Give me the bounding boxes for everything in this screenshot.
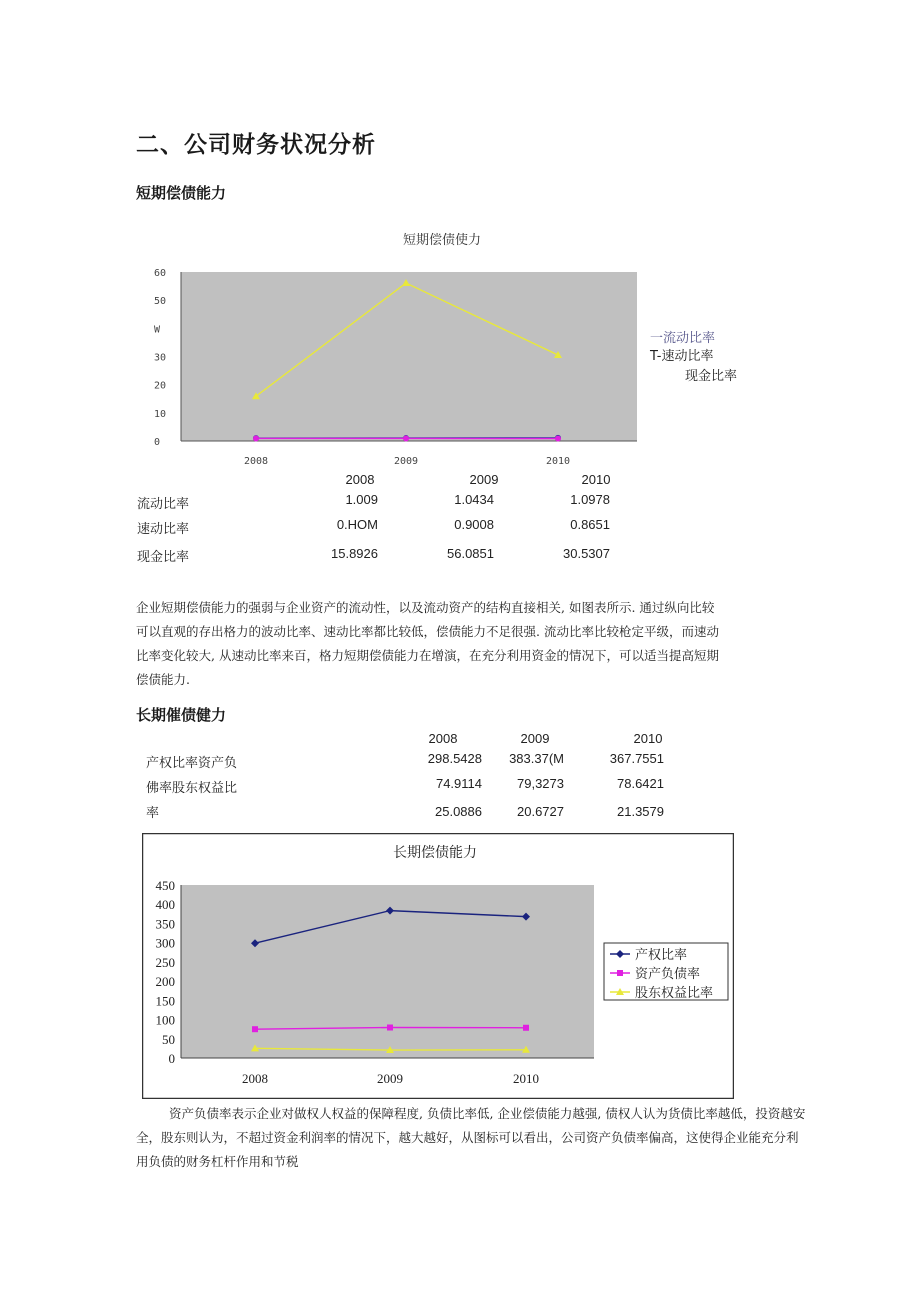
short-term-title: 短期偿债能力: [136, 184, 227, 202]
data-point: [523, 1025, 529, 1031]
table1-cell: 1.0978: [570, 492, 610, 507]
table1-year: 2008: [345, 472, 375, 487]
table1-cell: 15.8926: [331, 546, 378, 561]
y-tick-label: 150: [155, 993, 175, 1009]
data-point: [555, 436, 561, 442]
table1-cell: 1.0434: [454, 492, 494, 507]
table2-cell: 25.0886: [435, 804, 482, 819]
table1-row-label: 流动比率: [137, 497, 190, 512]
table1-row-label: 现金比率: [137, 550, 190, 565]
table2-year: 2009: [520, 731, 550, 746]
paragraph-line: 偿债能力.: [136, 672, 190, 687]
legend-entry: 一流动比率: [650, 331, 716, 346]
long-term-chart: [142, 833, 734, 1099]
y-tick-label: 0: [168, 1051, 175, 1066]
y-tick-label: 350: [155, 916, 175, 932]
table1-cell: 0.HOM: [336, 517, 378, 532]
table2-row-label: 产权比率资产负: [146, 756, 238, 771]
table1-year: 2009: [469, 472, 499, 487]
y-tick-label: 20: [154, 380, 167, 392]
y-tick-label: 60: [154, 268, 167, 279]
data-point: [403, 435, 409, 441]
data-point: [387, 1025, 393, 1031]
paragraph-line: 全，股东则认为，不超过资金利润率的情况下，越大越好，从图标可以看出，公司资产负债率偏高，这使得企业能充分利: [136, 1130, 799, 1145]
short-term-chart: [130, 220, 770, 475]
chart-title: 短期偿债使力: [402, 233, 482, 248]
table2-cell: 367.7551: [609, 751, 664, 766]
short-term-paragraph: [136, 596, 836, 692]
paragraph-line: 资产负债率表示企业对做权人权益的保障程度, 负债比率低, 企业偿债能力越强, 债权人认为货债比率越低，投资越安: [169, 1106, 806, 1121]
table2-year: 2010: [633, 731, 663, 746]
legend-entry: 股东权益比率: [635, 986, 714, 1001]
table2-cell: 383.37(M: [509, 751, 564, 766]
table2-cell: 20.6727: [517, 804, 564, 819]
y-tick-label: 0: [154, 437, 161, 448]
x-tick-label: 2009: [377, 1071, 403, 1086]
legend-entry: 现金比率: [685, 369, 738, 384]
y-tick-label: 400: [155, 897, 175, 913]
table2-cell: 21.3579: [617, 804, 664, 819]
y-tick-label: 300: [155, 935, 175, 951]
table2-cell: 79,3273: [517, 776, 564, 791]
y-tick-label: 50: [162, 1031, 175, 1047]
table1-cell: 0.8651: [570, 517, 610, 532]
table1-cell: 0.9008: [454, 517, 494, 532]
table1-row-label: 速动比率: [137, 522, 190, 537]
chart-title: 长期偿债能力: [393, 845, 477, 861]
table1-cell: 30.5307: [563, 546, 610, 561]
x-tick-label: 2008: [242, 1071, 268, 1086]
paragraph-line: 比率变化较大, 从速动比率来百，格力短期偿债能力在增演，在充分利用资金的情况下，可以适当提高短期: [136, 648, 719, 663]
long-term-title: 长期催债健力: [136, 706, 227, 724]
y-tick-label: 50: [154, 296, 167, 308]
table2-cell: 78.6421: [617, 776, 664, 791]
paragraph-line: 用负债的财务杠杆作用和节税: [136, 1154, 299, 1169]
table1-cell: 56.0851: [447, 546, 494, 561]
y-tick-label: 30: [154, 352, 167, 364]
legend-entry: 资产负债率: [635, 967, 701, 982]
table2-row-label: 率: [146, 806, 160, 821]
y-tick-label: 450: [155, 878, 175, 893]
x-tick-label: 2008: [243, 456, 269, 467]
data-point: [252, 1026, 258, 1032]
data-point: [617, 970, 623, 976]
table2-cell: 74.9114: [435, 776, 482, 791]
data-point: [253, 435, 259, 441]
table2-year: 2008: [428, 731, 458, 746]
y-tick-label: 10: [154, 408, 167, 420]
x-tick-label: 2010: [545, 456, 571, 467]
table1-year: 2010: [581, 472, 611, 487]
y-tick-label: 200: [155, 974, 175, 990]
legend-entry: T-速动比率: [650, 349, 714, 364]
y-tick-label: 100: [155, 1012, 175, 1028]
long-term-paragraph: [136, 1102, 881, 1174]
y-tick-label: 250: [155, 954, 175, 970]
table2-cell: 298.5428: [427, 751, 482, 766]
paragraph-line: 企业短期偿债能力的强弱与企业资产的流动性，以及流动资产的结构直接相关, 如图表所示. 通过纵向比较: [136, 600, 715, 615]
plot-area: [181, 272, 637, 441]
x-tick-label: 2009: [393, 456, 419, 467]
y-tick-label: W: [154, 324, 161, 336]
page-heading: 二、公司财务状况分析: [136, 132, 376, 158]
table2-row-label: 佛率股东权益比: [146, 781, 238, 796]
x-tick-label: 2010: [513, 1071, 539, 1086]
legend-entry: 产权比率: [635, 948, 688, 963]
table1-cell: 1.009: [345, 492, 378, 507]
paragraph-line: 可以直观的存出格力的波动比率、速动比率都比较低，偿债能力不足很强. 流动比率比较枪定平级，而速动: [136, 624, 719, 639]
